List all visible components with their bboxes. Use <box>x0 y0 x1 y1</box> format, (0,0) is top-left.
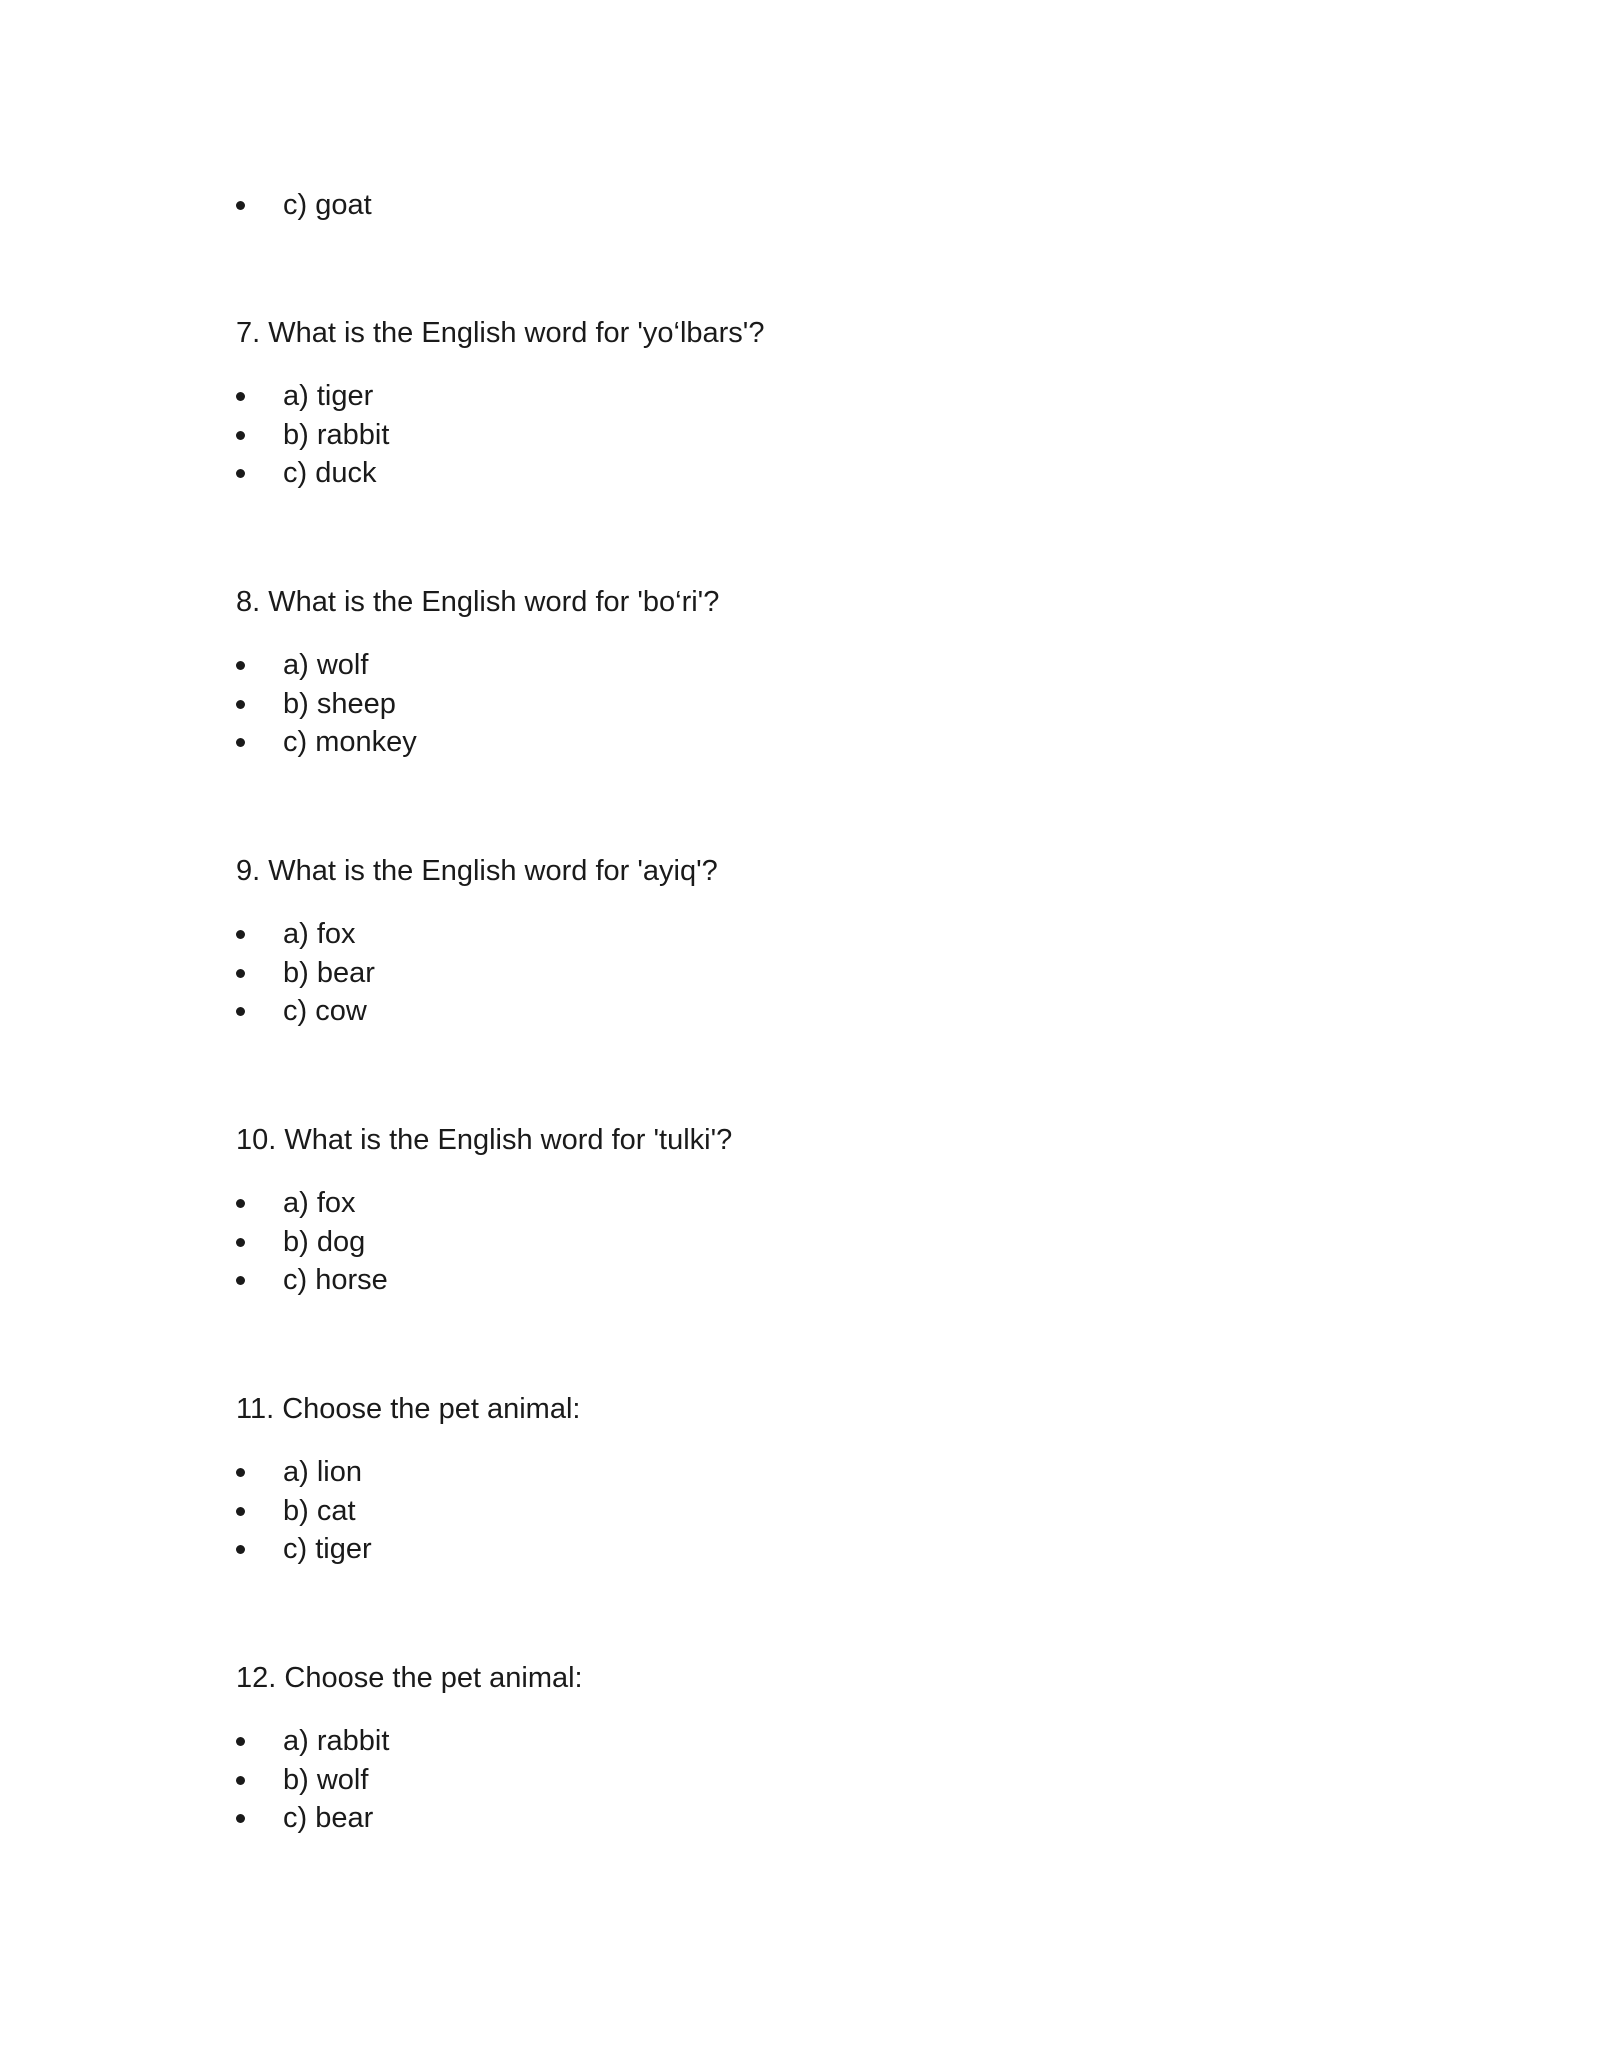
option-text: a) fox <box>283 1187 356 1219</box>
bullet-icon <box>236 201 245 210</box>
bullet-icon <box>236 1199 245 1208</box>
bullet-icon <box>236 1776 245 1785</box>
option-item <box>236 915 1436 954</box>
leading-option-block <box>236 186 1436 225</box>
question-block-12 <box>236 1659 1436 1838</box>
question-text: 8. What is the English word for 'bo‘ri'? <box>236 586 720 618</box>
option-item <box>236 723 1436 762</box>
question-text: 7. What is the English word for 'yo‘lbars'? <box>236 317 765 349</box>
bullet-icon <box>236 930 245 939</box>
option-item <box>236 416 1436 455</box>
question-block-11 <box>236 1390 1436 1569</box>
bullet-icon <box>236 969 245 978</box>
option-text: b) bear <box>283 956 375 989</box>
option-text: a) fox <box>283 918 356 950</box>
bullet-icon <box>236 469 245 478</box>
option-text: c) goat <box>283 189 372 221</box>
bullet-icon <box>236 1507 245 1516</box>
option-item <box>236 1799 1436 1838</box>
option-list <box>236 186 1436 225</box>
option-text: b) dog <box>283 1225 366 1258</box>
question-block-9 <box>236 852 1436 1031</box>
question-block-7 <box>236 314 1436 493</box>
question-block-10 <box>236 1121 1436 1300</box>
bullet-icon <box>236 700 245 709</box>
option-text: c) tiger <box>283 1533 372 1565</box>
option-item <box>236 454 1436 493</box>
option-list <box>236 915 1436 1031</box>
option-item <box>236 377 1436 416</box>
option-item <box>236 1223 1436 1262</box>
question-text: 10. What is the English word for 'tulki'? <box>236 1124 733 1156</box>
bullet-icon <box>236 1737 245 1746</box>
bullet-icon <box>236 431 245 440</box>
bullet-icon <box>236 392 245 401</box>
option-item <box>236 646 1436 685</box>
option-text: a) rabbit <box>283 1725 390 1757</box>
option-text: c) horse <box>283 1264 388 1296</box>
bullet-icon <box>236 738 245 747</box>
option-text: c) bear <box>283 1802 374 1834</box>
option-text: b) rabbit <box>283 418 390 451</box>
option-text: c) duck <box>283 457 377 489</box>
question-text: 12. Choose the pet animal: <box>236 1662 583 1694</box>
option-list <box>236 1453 1436 1569</box>
option-text: b) wolf <box>283 1763 369 1796</box>
option-item <box>236 1453 1436 1492</box>
bullet-icon <box>236 1276 245 1285</box>
option-text: c) monkey <box>283 726 417 758</box>
option-item <box>236 992 1436 1031</box>
option-item <box>236 685 1436 724</box>
bullet-icon <box>236 661 245 670</box>
option-text: b) sheep <box>283 687 396 720</box>
bullet-icon <box>236 1468 245 1477</box>
option-item <box>236 1530 1436 1569</box>
option-text: c) cow <box>283 995 367 1027</box>
option-list <box>236 1722 1436 1838</box>
option-text: a) wolf <box>283 649 369 681</box>
option-list <box>236 646 1436 762</box>
option-text: a) lion <box>283 1456 362 1488</box>
option-item <box>236 186 1436 225</box>
bullet-icon <box>236 1545 245 1554</box>
option-item <box>236 1261 1436 1300</box>
option-item <box>236 1184 1436 1223</box>
question-text: 9. What is the English word for 'ayiq'? <box>236 855 718 887</box>
option-item <box>236 954 1436 993</box>
option-list <box>236 1184 1436 1300</box>
question-block-8 <box>236 583 1436 762</box>
question-text: 11. Choose the pet animal: <box>236 1393 581 1425</box>
option-item <box>236 1492 1436 1531</box>
option-item <box>236 1761 1436 1800</box>
bullet-icon <box>236 1007 245 1016</box>
option-item <box>236 1722 1436 1761</box>
option-list <box>236 377 1436 493</box>
bullet-icon <box>236 1238 245 1247</box>
option-text: b) cat <box>283 1494 356 1527</box>
bullet-icon <box>236 1814 245 1823</box>
option-text: a) tiger <box>283 380 374 412</box>
